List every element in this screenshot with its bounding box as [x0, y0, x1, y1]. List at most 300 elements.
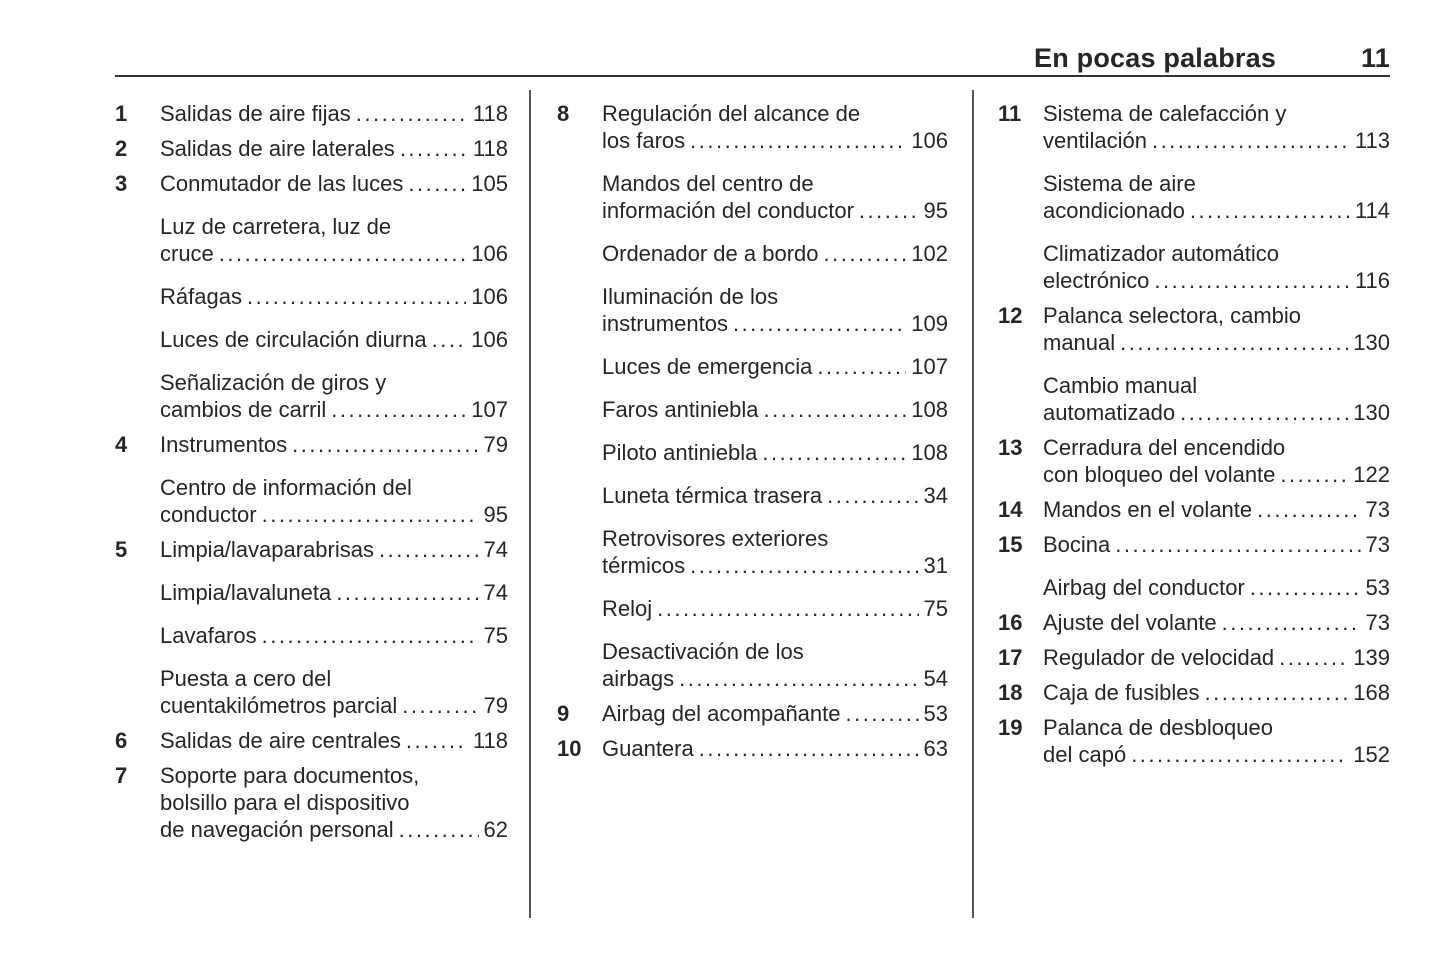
entry-line	[160, 135, 508, 162]
entry-page-number: 34	[923, 483, 948, 508]
entry-page-number: 73	[1365, 610, 1390, 635]
entry-label: Luces de circulación diurna	[160, 327, 427, 352]
entry-line	[160, 326, 508, 353]
toc-entry	[998, 100, 1390, 154]
entry-line	[160, 692, 508, 719]
entry-label: Salidas de aire laterales	[160, 136, 395, 161]
entry-number	[115, 579, 160, 606]
toc-entry	[115, 369, 508, 423]
dot-leader	[408, 170, 466, 197]
entry-line: Retrovisores exteriores	[602, 526, 829, 551]
toc-entry	[557, 353, 948, 380]
entry-label: Luneta térmica trasera	[602, 483, 823, 508]
entry-number	[557, 283, 602, 337]
dot-leader	[399, 816, 479, 843]
entry-page-number: 95	[483, 502, 508, 527]
entry-page-number: 108	[911, 397, 948, 422]
entry-number: 13	[998, 435, 1023, 460]
entry-text	[602, 595, 948, 622]
entry-page-number: 152	[1353, 742, 1390, 767]
entry-page-number: 139	[1353, 645, 1390, 670]
entry-text	[602, 100, 948, 154]
toc-entry	[115, 727, 508, 754]
entry-label: térmicos	[602, 553, 686, 578]
entry-label: con bloqueo del volante	[1043, 462, 1276, 487]
page-number: 11	[1361, 43, 1390, 73]
dot-leader	[379, 536, 479, 563]
page-header	[1034, 45, 1390, 72]
entry-text	[1043, 170, 1390, 224]
dot-leader	[679, 665, 918, 692]
entry-number	[557, 439, 602, 466]
entry-page-number: 106	[471, 241, 508, 266]
entry-number	[557, 353, 602, 380]
entry-label: los faros	[602, 128, 686, 153]
dot-leader	[827, 482, 918, 509]
entry-line	[602, 552, 948, 579]
entry-text	[160, 431, 508, 458]
entry-number: 17	[998, 645, 1023, 670]
entry-line	[160, 283, 508, 310]
entry-page-number: 168	[1353, 680, 1390, 705]
toc-entry	[998, 609, 1390, 636]
entry-label: Luces de emergencia	[602, 354, 813, 379]
entry-line: Climatizador automático	[1043, 241, 1279, 266]
entry-page-number: 54	[923, 666, 948, 691]
entry-number: 16	[998, 610, 1023, 635]
dot-leader	[406, 727, 468, 754]
toc-entry	[557, 700, 948, 727]
entry-number	[557, 170, 602, 224]
entry-text	[160, 727, 508, 754]
toc-entry	[115, 431, 508, 458]
entry-page-number: 122	[1353, 462, 1390, 487]
entry-text	[602, 700, 948, 727]
entry-line	[160, 622, 508, 649]
dot-leader	[1131, 741, 1348, 768]
entry-text	[1043, 302, 1390, 356]
entry-label: cruce	[160, 241, 214, 266]
entry-line	[160, 501, 508, 528]
entry-line: Cerradura del encendido	[1043, 435, 1286, 460]
dot-leader	[859, 197, 919, 224]
entry-text	[602, 439, 948, 466]
entry-page-number: 62	[483, 817, 508, 842]
dot-leader	[262, 501, 479, 528]
entry-label: Conmutador de las luces	[160, 171, 404, 196]
dot-leader	[690, 127, 906, 154]
entry-page-number: 63	[923, 736, 948, 761]
toc-entry	[115, 762, 508, 843]
toc-entry	[557, 100, 948, 154]
toc-entry	[998, 574, 1390, 601]
entry-line	[1043, 644, 1390, 671]
dot-leader	[824, 240, 907, 267]
entry-line	[1043, 609, 1390, 636]
dot-leader	[733, 310, 906, 337]
entry-number: 10	[557, 736, 582, 761]
entry-line	[602, 127, 948, 154]
entry-line	[1043, 329, 1390, 356]
entry-label: cambios de carril	[160, 397, 327, 422]
entry-page-number: 74	[483, 580, 508, 605]
entry-text	[160, 213, 508, 267]
entry-page-number: 116	[1354, 268, 1390, 293]
entry-page-number: 109	[911, 311, 948, 336]
dot-leader	[1279, 644, 1348, 671]
entry-line	[160, 431, 508, 458]
entry-label: Ajuste del volante	[1043, 610, 1217, 635]
entry-label: Regulador de velocidad	[1043, 645, 1275, 670]
toc-entry	[998, 170, 1390, 224]
entry-number: 12	[998, 303, 1023, 328]
dot-leader	[336, 579, 478, 606]
entry-line: Desactivación de los	[602, 639, 804, 664]
entry-page-number: 106	[471, 284, 508, 309]
entry-text	[160, 135, 508, 162]
entry-line	[602, 665, 948, 692]
entry-number: 8	[557, 101, 570, 126]
dot-leader	[292, 431, 478, 458]
entry-line	[602, 197, 948, 224]
dot-leader	[817, 353, 906, 380]
entry-page-number: 79	[483, 693, 508, 718]
header-rule	[115, 75, 1390, 77]
entry-number	[557, 595, 602, 622]
page-title: En pocas palabras	[1034, 43, 1277, 73]
toc-entry	[998, 496, 1390, 523]
entry-page-number: 75	[923, 596, 948, 621]
entry-number	[998, 170, 1043, 224]
entry-line	[1043, 127, 1390, 154]
entry-label: Piloto antiniebla	[602, 440, 758, 465]
entry-label: del capó	[1043, 742, 1127, 767]
toc-column-1	[115, 100, 508, 851]
entry-text	[160, 579, 508, 606]
entry-label: Ordenador de a bordo	[602, 241, 819, 266]
entry-text	[602, 525, 948, 579]
entry-page-number: 31	[923, 553, 948, 578]
entry-text	[602, 240, 948, 267]
dot-leader	[657, 595, 918, 622]
entry-line	[1043, 531, 1390, 558]
toc-entry	[115, 213, 508, 267]
entry-page-number: 74	[483, 537, 508, 562]
toc-entry	[998, 679, 1390, 706]
dot-leader	[356, 100, 468, 127]
entry-label: Limpia/lavaluneta	[160, 580, 332, 605]
entry-label: Airbag del conductor	[1043, 575, 1245, 600]
entry-line	[1043, 496, 1390, 523]
entry-line	[602, 700, 948, 727]
entry-label: acondicionado	[1043, 198, 1185, 223]
dot-leader	[402, 692, 478, 719]
entry-text	[602, 283, 948, 337]
entry-number: 9	[557, 701, 570, 726]
entry-text	[160, 170, 508, 197]
entry-label: conductor	[160, 502, 257, 527]
toc-entry	[557, 595, 948, 622]
entry-label: Bocina	[1043, 532, 1111, 557]
toc-entry	[115, 536, 508, 563]
entry-line	[160, 816, 508, 843]
dot-leader	[400, 135, 468, 162]
entry-page-number: 130	[1353, 330, 1390, 355]
toc-entry	[557, 482, 948, 509]
entry-line	[1043, 461, 1390, 488]
entry-number: 2	[115, 136, 128, 161]
entry-label: Lavafaros	[160, 623, 257, 648]
entry-number: 6	[115, 728, 128, 753]
entry-line	[602, 595, 948, 622]
toc-entry	[998, 372, 1390, 426]
entry-label: airbags	[602, 666, 675, 691]
dot-leader	[1250, 574, 1361, 601]
entry-page-number: 73	[1365, 532, 1390, 557]
entry-number: 14	[998, 497, 1023, 522]
dot-leader	[1280, 461, 1348, 488]
entry-line	[160, 396, 508, 423]
toc-entry	[115, 579, 508, 606]
entry-line	[1043, 679, 1390, 706]
entry-page-number: 106	[471, 327, 508, 352]
entry-label: Limpia/lavaparabrisas	[160, 537, 374, 562]
entry-page-number: 95	[923, 198, 948, 223]
entry-page-number: 118	[472, 101, 508, 126]
dot-leader	[247, 283, 466, 310]
entry-line: Iluminación de los	[602, 284, 779, 309]
toc-entry	[557, 525, 948, 579]
dot-leader	[1205, 679, 1349, 706]
toc-entry	[998, 714, 1390, 768]
entry-label: automatizado	[1043, 400, 1176, 425]
entry-text	[602, 170, 948, 224]
entry-line: Palanca de desbloqueo	[1043, 715, 1273, 740]
entry-label: Airbag del acompañante	[602, 701, 841, 726]
entry-line: Señalización de giros y	[160, 370, 387, 395]
entry-number: 3	[115, 171, 128, 196]
dot-leader	[331, 396, 466, 423]
entry-label: Instrumentos	[160, 432, 288, 457]
entry-line	[160, 579, 508, 606]
entry-label: Salidas de aire fijas	[160, 101, 351, 126]
toc-entry	[998, 531, 1390, 558]
entry-label: Reloj	[602, 596, 653, 621]
entry-page-number: 105	[471, 171, 508, 196]
entry-line	[1043, 197, 1390, 224]
entry-page-number: 113	[1354, 128, 1390, 153]
entry-page-number: 73	[1365, 497, 1390, 522]
entry-number: 11	[998, 101, 1022, 126]
entry-text	[160, 536, 508, 563]
entry-line	[602, 240, 948, 267]
entry-number	[115, 213, 160, 267]
entry-number	[115, 622, 160, 649]
entry-page-number: 130	[1353, 400, 1390, 425]
dot-leader	[1115, 531, 1360, 558]
entry-text	[160, 283, 508, 310]
column-divider-1	[529, 90, 531, 918]
toc-entry	[115, 622, 508, 649]
entry-number	[115, 665, 160, 719]
entry-line	[160, 100, 508, 127]
toc-entry	[115, 135, 508, 162]
dot-leader	[1257, 496, 1360, 523]
entry-page-number: 53	[923, 701, 948, 726]
entry-line	[602, 310, 948, 337]
toc-columns	[115, 100, 1390, 940]
entry-line	[602, 396, 948, 423]
entry-line: Regulación del alcance de	[602, 101, 861, 126]
entry-text	[160, 622, 508, 649]
entry-page-number: 53	[1365, 575, 1390, 600]
entry-line	[160, 240, 508, 267]
entry-line: Cambio manual	[1043, 373, 1198, 398]
column-divider-2	[972, 90, 974, 918]
entry-text	[160, 100, 508, 127]
entry-line: bolsillo para el dispositivo	[160, 790, 410, 815]
entry-number: 5	[115, 537, 128, 562]
entry-text	[602, 482, 948, 509]
entry-text	[1043, 574, 1390, 601]
toc-entry	[557, 240, 948, 267]
entry-text	[160, 762, 508, 843]
entry-line	[1043, 267, 1390, 294]
entry-text	[1043, 714, 1390, 768]
entry-number	[557, 240, 602, 267]
entry-text	[602, 353, 948, 380]
toc-entry	[115, 326, 508, 353]
dot-leader	[1154, 267, 1350, 294]
entry-label: de navegación personal	[160, 817, 394, 842]
dot-leader	[764, 396, 907, 423]
toc-entry	[115, 170, 508, 197]
entry-line	[1043, 741, 1390, 768]
entry-number	[998, 372, 1043, 426]
dot-leader	[699, 735, 919, 762]
entry-number: 19	[998, 715, 1023, 740]
entry-page-number: 107	[471, 397, 508, 422]
entry-label: Faros antiniebla	[602, 397, 759, 422]
toc-entry	[998, 644, 1390, 671]
entry-page-number: 106	[911, 128, 948, 153]
entry-text	[1043, 609, 1390, 636]
toc-column-3	[998, 100, 1390, 776]
dot-leader	[432, 326, 467, 353]
entry-number: 4	[115, 432, 128, 457]
entry-label: Mandos en el volante	[1043, 497, 1253, 522]
toc-entry	[557, 283, 948, 337]
entry-page-number: 108	[911, 440, 948, 465]
entry-text	[160, 326, 508, 353]
dot-leader	[1222, 609, 1361, 636]
dot-leader	[690, 552, 918, 579]
entry-page-number: 107	[911, 354, 948, 379]
toc-entry	[115, 283, 508, 310]
toc-entry	[115, 474, 508, 528]
entry-text	[1043, 496, 1390, 523]
entry-number	[557, 638, 602, 692]
entry-text	[1043, 679, 1390, 706]
entry-line	[602, 482, 948, 509]
entry-page-number: 118	[472, 728, 508, 753]
entry-line: Luz de carretera, luz de	[160, 214, 392, 239]
entry-line	[1043, 399, 1390, 426]
toc-entry	[557, 735, 948, 762]
entry-number	[998, 240, 1043, 294]
dot-leader	[846, 700, 919, 727]
entry-label: Ráfagas	[160, 284, 242, 309]
toc-entry	[557, 170, 948, 224]
entry-number	[115, 369, 160, 423]
entry-text	[1043, 240, 1390, 294]
entry-page-number: 114	[1354, 198, 1390, 223]
dot-leader	[1190, 197, 1350, 224]
entry-text	[1043, 434, 1390, 488]
entry-label: Caja de fusibles	[1043, 680, 1200, 705]
entry-text	[602, 638, 948, 692]
entry-label: Salidas de aire centrales	[160, 728, 401, 753]
dot-leader	[262, 622, 479, 649]
entry-line: Centro de información del	[160, 475, 412, 500]
toc-entry	[557, 396, 948, 423]
entry-label: electrónico	[1043, 268, 1150, 293]
entry-label: cuentakilómetros parcial	[160, 693, 398, 718]
entry-line	[602, 735, 948, 762]
entry-line: Sistema de calefacción y	[1043, 101, 1287, 126]
entry-text	[160, 369, 508, 423]
entry-text	[1043, 531, 1390, 558]
entry-text	[160, 665, 508, 719]
entry-number	[998, 574, 1043, 601]
toc-entry	[115, 100, 508, 127]
entry-number: 7	[115, 763, 128, 788]
entry-text	[602, 396, 948, 423]
entry-text	[160, 474, 508, 528]
toc-entry	[557, 638, 948, 692]
toc-entry	[115, 665, 508, 719]
entry-line	[602, 353, 948, 380]
entry-line: Mandos del centro de	[602, 171, 814, 196]
entry-line: Puesta a cero del	[160, 666, 332, 691]
entry-line: Sistema de aire	[1043, 171, 1196, 196]
entry-number	[115, 474, 160, 528]
entry-number: 15	[998, 532, 1023, 557]
entry-page-number: 75	[483, 623, 508, 648]
entry-line	[1043, 574, 1390, 601]
entry-number: 1	[115, 101, 128, 126]
entry-number: 18	[998, 680, 1023, 705]
entry-label: información del conductor	[602, 198, 854, 223]
entry-label: Guantera	[602, 736, 694, 761]
entry-label: instrumentos	[602, 311, 728, 336]
entry-line: Soporte para documentos,	[160, 763, 420, 788]
entry-number	[557, 482, 602, 509]
entry-line	[160, 536, 508, 563]
entry-label: manual	[1043, 330, 1116, 355]
entry-line	[160, 170, 508, 197]
dot-leader	[762, 439, 906, 466]
entry-page-number: 102	[911, 241, 948, 266]
dot-leader	[219, 240, 466, 267]
entry-number	[115, 283, 160, 310]
toc-entry	[998, 240, 1390, 294]
dot-leader	[1152, 127, 1350, 154]
entry-number	[557, 525, 602, 579]
entry-page-number: 118	[472, 136, 508, 161]
dot-leader	[1180, 399, 1348, 426]
entry-text	[1043, 100, 1390, 154]
